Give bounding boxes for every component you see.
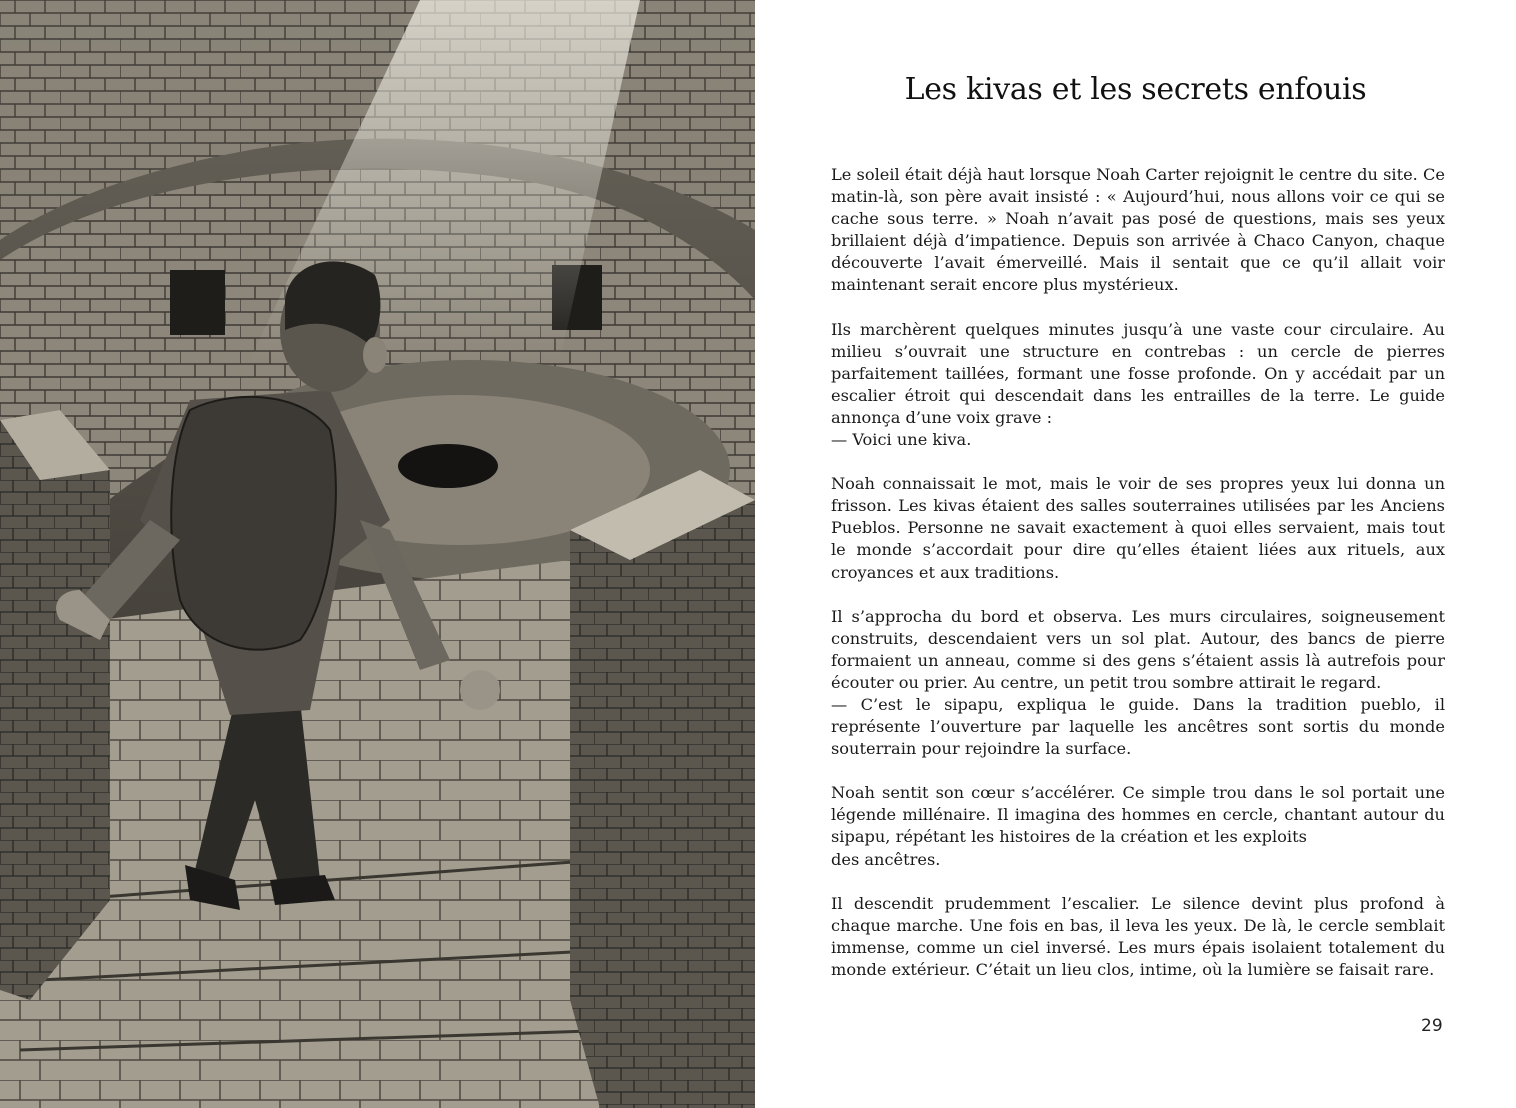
kiva-illustration — [0, 0, 755, 1108]
paragraph-text: Ils marchèrent quelques minutes jusqu’à une vaste cour circulaire. Au milieu s’ouvrait une structure en contrebas : un cercle de pierres parfaitement taillées, formant une fosse profonde. On y accédait par un escalier étroit qui descendait dans les entrailles de la terre. Le guide annonça d’une voix grave : — [831, 319, 1445, 427]
wall-niche — [170, 270, 225, 335]
paragraph — [831, 319, 1445, 452]
paragraph-text: Il descendit prudemment l’escalier. Le silence devint plus profond à chaque marche. Une fois en bas, il leva les yeux. De là, le cercle semblait immense, comme un ciel inversé. Les murs épais isolaient totalement du monde extérieur. C’était un lieu clos, intime, où la lumière se faisait rare. — [831, 893, 1445, 979]
paragraph-text: Noah connaissait le mot, mais le voir de ses propres yeux lui donna un frisson. Les kivas étaient des salles souterraines utilisées par les Anciens Pueblos. Personne ne savait exactement à quoi elles servaient, mais tout le monde s’accordait pour dire qu’elles étaient liées aux rituels, aux croyances et aux traditions. — [831, 474, 1445, 582]
paragraph — [831, 164, 1445, 297]
page-number: 29 — [1421, 1016, 1443, 1036]
text-page — [755, 0, 1516, 1108]
paragraph — [831, 893, 1445, 981]
paragraph-text: des ancêtres. — [831, 849, 941, 869]
sipapu-hole — [398, 444, 498, 488]
kiva-drawing — [0, 0, 755, 1108]
chapter-body — [831, 164, 1445, 1003]
paragraph-text: Noah sentit son cœur s’accélérer. Ce simple trou dans le sol portait une légende millénaire. Il imagina des hommes en cercle, chantant autour du sipapu, répétant les histoires de la création et les exploits — [831, 783, 1445, 847]
paragraph — [831, 782, 1445, 870]
dialogue-line: — C’est le sipapu, expliqua le guide. Dans la tradition pueblo, il représente l’ouverture par laquelle les ancêtres sont sortis du monde souterrain pour rejoindre la surface. — [831, 694, 1445, 759]
paragraph — [831, 473, 1445, 583]
paragraph — [831, 606, 1445, 761]
paragraph-text: Il s’approcha du bord et observa. Les murs circulaires, soigneusement construits, descendaient vers un sol plat. Autour, des bancs de pierre formaient un anneau, comme si des gens s’étaient assis là autrefois pour écouter ou prier. Au centre, un petit trou sombre attirait le regard. — [831, 606, 1445, 692]
dialogue-line: — Voici une kiva. — [831, 430, 972, 450]
paragraph-text: Le soleil était déjà haut lorsque Noah Carter rejoignit le centre du site. Ce matin-là, son père avait insisté : « Aujourd’hui, nous allons voir ce qui se cache sous terre. » Noah n’avait pas posé de questions, mais ses yeux brillaient déjà d’impatience. Depuis son arrivée à Chaco Canyon, chaque découverte l’avait émerveillé. Mais il sentait que ce qu’il allait voir maintenant serait encore plus mystérieux. — [831, 165, 1445, 295]
chapter-title: Les kivas et les secrets enfouis — [904, 72, 1367, 107]
